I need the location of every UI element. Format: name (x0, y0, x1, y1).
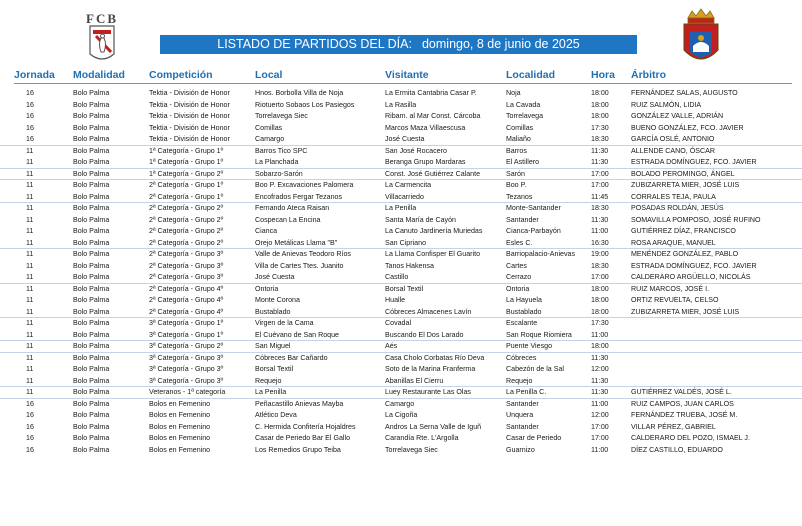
table-row (0, 284, 802, 296)
cell-arbitro: CALDERARO DEL POZO, ISMAEL J. (631, 434, 750, 442)
cell-localidad: Cartes (506, 261, 527, 270)
column-header-jornada: Jornada (14, 69, 55, 81)
cell-local: Comillas (255, 123, 283, 132)
table-row (0, 387, 802, 399)
cell-competicion: 3ª Categoría - Grupo 3º (149, 365, 224, 373)
cell-competicion: 2ª Categoría - Grupo 4º (149, 284, 224, 293)
cell-competicion: 2ª Categoría - Grupo 2º (149, 215, 224, 224)
cell-jornada: 11 (26, 169, 34, 178)
cell-local: Bustablado (255, 307, 291, 316)
table-row (0, 123, 802, 135)
table-row (0, 192, 802, 204)
cell-jornada: 11 (26, 238, 34, 247)
cell-competicion: 2ª Categoría - Grupo 2º (149, 204, 224, 212)
cell-local: Boo P. Excavaciones Palomera (255, 181, 354, 189)
title-bar (160, 35, 637, 54)
cell-hora: 11:30 (591, 353, 609, 362)
cell-jornada: 11 (26, 365, 34, 373)
cell-jornada: 11 (26, 319, 34, 327)
cell-modalidad: Bolo Palma (73, 399, 110, 408)
cell-jornada: 16 (26, 399, 34, 408)
cell-hora: 18:30 (591, 261, 609, 270)
cell-hora: 18:00 (591, 89, 609, 97)
cell-jornada: 11 (26, 296, 34, 304)
cell-jornada: 11 (26, 146, 34, 155)
cell-localidad: El Astillero (506, 158, 540, 166)
cell-localidad: Barros (506, 146, 527, 155)
cell-hora: 11:00 (591, 445, 609, 454)
cell-modalidad: Bolo Palma (73, 411, 110, 419)
cell-localidad: San Roque Riomiera (506, 330, 572, 339)
svg-text:FCB: FCB (86, 11, 118, 26)
cell-modalidad: Bolo Palma (73, 422, 110, 431)
cell-visitante: La Penilla (385, 204, 417, 212)
cell-localidad: Cóbreces (506, 353, 537, 362)
column-header-arbitro: Árbitro (631, 69, 666, 81)
cell-local: Cianca (255, 227, 278, 235)
cell-hora: 12:00 (591, 365, 609, 373)
cell-modalidad: Bolo Palma (73, 215, 110, 224)
cell-hora: 11:30 (591, 376, 609, 385)
cell-modalidad: Bolo Palma (73, 273, 110, 281)
cell-modalidad: Bolo Palma (73, 135, 110, 143)
cell-arbitro: MENÉNDEZ GONZÁLEZ, PABLO (631, 250, 739, 258)
cell-visitante: Cóbreces Almacenes Lavín (385, 307, 472, 316)
cell-visitante: Ribam. al Mar Const. Cárcoba (385, 112, 481, 120)
cell-modalidad: Bolo Palma (73, 204, 110, 212)
cell-localidad: Guarnizo (506, 445, 535, 454)
column-header-local: Local (255, 69, 283, 81)
table-row (0, 238, 802, 250)
cell-arbitro: GUTIÉRREZ DÍAZ, FRANCISCO (631, 227, 736, 235)
cell-hora: 18:00 (591, 100, 609, 109)
cell-arbitro: ZUBIZARRETA MIER, JOSÉ LUIS (631, 307, 740, 316)
cell-jornada: 11 (26, 342, 34, 350)
table-row (0, 410, 802, 422)
table-header (0, 69, 802, 82)
table-row (0, 376, 802, 388)
cell-jornada: 11 (26, 376, 34, 385)
cell-hora: 18:00 (591, 296, 609, 304)
table-row (0, 353, 802, 365)
cell-local: Sobarzo-Sarón (255, 169, 303, 178)
cell-jornada: 16 (26, 123, 34, 132)
cell-arbitro: CORRALES TEJA, PAULA (631, 192, 716, 201)
cell-hora: 17:30 (591, 319, 609, 327)
cell-visitante: Torrelavega Siec (385, 445, 438, 454)
cell-hora: 16:30 (591, 238, 609, 247)
cell-localidad: La Hayuela (506, 296, 542, 304)
cell-competicion: 2ª Categoría - Grupo 2º (149, 238, 224, 247)
cell-localidad: Maliaño (506, 135, 531, 143)
table-row (0, 157, 802, 169)
cell-arbitro: POSADAS ROLDÁN, JESÚS (631, 204, 724, 212)
cell-hora: 18:30 (591, 135, 609, 143)
cell-competicion: Bolos en Femenino (149, 445, 211, 454)
cell-competicion: Tektia - División de Honor (149, 112, 230, 120)
table-row (0, 134, 802, 146)
column-header-competicion: Competición (149, 69, 213, 81)
cell-jornada: 11 (26, 353, 34, 362)
cell-visitante: La Rasilla (385, 100, 417, 109)
cell-hora: 18:30 (591, 204, 609, 212)
cell-visitante: Aés (385, 342, 398, 350)
cell-jornada: 16 (26, 422, 34, 431)
column-header-visitante: Visitante (385, 69, 429, 81)
cell-local: La Planchada (255, 158, 299, 166)
table-row (0, 226, 802, 238)
cell-local: Camargo (255, 135, 285, 143)
cell-jornada: 16 (26, 411, 34, 419)
cell-modalidad: Bolo Palma (73, 365, 110, 373)
cell-arbitro: RUIZ MARCOS, JOSÉ I. (631, 284, 710, 293)
cell-competicion: 3ª Categoría - Grupo 1º (149, 330, 224, 339)
cell-localidad: Tezanos (506, 192, 533, 201)
cell-modalidad: Bolo Palma (73, 227, 110, 235)
cell-localidad: Ontoria (506, 284, 530, 293)
cell-competicion: 2ª Categoría - Grupo 3º (149, 250, 224, 258)
cell-visitante: Covadal (385, 319, 412, 327)
cell-modalidad: Bolo Palma (73, 146, 110, 155)
table-row (0, 364, 802, 376)
cell-localidad: Sarón (506, 169, 525, 178)
cell-localidad: Puente Viesgo (506, 342, 553, 350)
cell-jornada: 11 (26, 158, 34, 166)
cell-local: La Penilla (255, 388, 287, 396)
cell-local: Borsal Textil (255, 365, 294, 373)
table-row (0, 203, 802, 215)
table-row (0, 88, 802, 100)
cell-competicion: 1ª Categoría - Grupo 1º (149, 146, 224, 155)
cell-hora: 11:00 (591, 330, 609, 339)
cell-competicion: Veteranos - 1ª categoría (149, 388, 226, 396)
cell-competicion: 1ª Categoría - Grupo 1º (149, 158, 224, 166)
cell-visitante: Luey Restaurante Las Olas (385, 388, 471, 396)
table-row (0, 399, 802, 411)
cell-local: Hnos. Borbolla Villa de Noja (255, 89, 344, 97)
cell-visitante: José Cuesta (385, 135, 425, 143)
cell-hora: 11:00 (591, 227, 609, 235)
cell-jornada: 11 (26, 227, 34, 235)
column-header-hora: Hora (591, 69, 615, 81)
cell-arbitro: FERNÁNDEZ SALAS, AUGUSTO (631, 89, 738, 97)
cell-modalidad: Bolo Palma (73, 445, 110, 454)
column-header-localidad: Localidad (506, 69, 556, 81)
table-row (0, 295, 802, 307)
cell-jornada: 11 (26, 215, 34, 224)
cell-visitante: Marcos Maza Villaescusa (385, 123, 466, 132)
cell-local: Peñacastillo Anievas Mayba (255, 399, 344, 408)
cell-arbitro: FERNÁNDEZ TRUEBA, JOSÉ M. (631, 411, 738, 419)
cell-visitante: Abanillas El Cierru (385, 376, 444, 385)
page-date: domingo, 8 de junio de 2025 (421, 37, 580, 51)
cell-visitante: La Canuto Jardinería Muriedas (385, 227, 483, 235)
table-row (0, 330, 802, 342)
cell-modalidad: Bolo Palma (73, 158, 110, 166)
cell-arbitro: ESTRADA DOMÍNGUEZ, FCO. JAVIER (631, 261, 757, 270)
cell-jornada: 16 (26, 112, 34, 120)
cell-hora: 11:30 (591, 146, 609, 155)
cell-hora: 18:00 (591, 112, 609, 120)
cell-modalidad: Bolo Palma (73, 353, 110, 362)
cell-local: Casar de Periedo Bar El Gallo (255, 434, 351, 442)
cell-modalidad: Bolo Palma (73, 250, 110, 258)
cell-arbitro: GUTIÉRREZ VALDÉS, JOSÉ L. (631, 388, 732, 396)
table-row (0, 433, 802, 445)
table-row (0, 180, 802, 192)
cell-visitante: Castillo (385, 273, 409, 281)
cell-localidad: Escalante (506, 319, 538, 327)
cell-jornada: 16 (26, 135, 34, 143)
table-row (0, 341, 802, 353)
table-row (0, 261, 802, 273)
cell-modalidad: Bolo Palma (73, 388, 110, 396)
cell-modalidad: Bolo Palma (73, 376, 110, 385)
cell-arbitro: GONZÁLEZ VALLE, ADRIÁN (631, 112, 724, 120)
table-row (0, 100, 802, 112)
cell-arbitro: ESTRADA DOMÍNGUEZ, FCO. JAVIER (631, 158, 757, 166)
cell-jornada: 11 (26, 250, 34, 258)
cell-localidad: Barriopalacio-Anievas (506, 250, 576, 258)
cell-hora: 17:30 (591, 123, 609, 132)
cell-hora: 17:00 (591, 422, 609, 431)
cell-modalidad: Bolo Palma (73, 261, 110, 270)
cell-arbitro: RUIZ CAMPOS, JUAN CARLOS (631, 399, 734, 408)
cell-arbitro: VILLAR PÉREZ, GABRIEL (631, 422, 716, 431)
cell-competicion: 3ª Categoría - Grupo 3º (149, 376, 224, 385)
cell-modalidad: Bolo Palma (73, 434, 110, 442)
cell-visitante: La Cigoña (385, 411, 418, 419)
cell-hora: 17:00 (591, 273, 609, 281)
cell-arbitro: BOLADO PEROMINGO, ÁNGEL (631, 169, 735, 178)
table-row (0, 422, 802, 434)
cell-local: Ontoria (255, 284, 279, 293)
cell-modalidad: Bolo Palma (73, 330, 110, 339)
cell-local: Virgen de la Cama (255, 319, 314, 327)
table-row (0, 249, 802, 261)
table-row (0, 111, 802, 123)
cell-localidad: Requejo (506, 376, 533, 385)
cell-visitante: Const. José Gutiérrez Calante (385, 169, 481, 178)
cell-localidad: Bustablado (506, 307, 542, 316)
cell-local: Riotuerto Sobaos Los Pasiegos (255, 100, 355, 109)
cell-modalidad: Bolo Palma (73, 123, 110, 132)
cell-hora: 18:00 (591, 307, 609, 316)
cell-jornada: 11 (26, 181, 34, 189)
cell-visitante: Santa María de Cayón (385, 215, 456, 224)
cell-arbitro: ORTIZ REVUELTA, CELSO (631, 296, 719, 304)
cell-local: Cóbreces Bar Cañardo (255, 353, 328, 362)
cell-modalidad: Bolo Palma (73, 319, 110, 327)
cell-hora: 19:00 (591, 250, 609, 258)
cell-visitante: Hualle (385, 296, 406, 304)
cell-hora: 17:00 (591, 434, 609, 442)
cell-visitante: Soto de la Marina Franferma (385, 365, 476, 373)
cell-localidad: La Penilla C. (506, 388, 547, 396)
cell-jornada: 11 (26, 192, 34, 201)
cell-jornada: 16 (26, 89, 34, 97)
cell-competicion: 3ª Categoría - Grupo 3º (149, 353, 224, 362)
cell-localidad: Casar de Periedo (506, 434, 562, 442)
cell-visitante: Beranga Grupo Mardaras (385, 158, 466, 166)
cell-visitante: San José Rocacero (385, 146, 447, 155)
cell-arbitro: BUENO GONZÁLEZ, FCO. JAVIER (631, 123, 744, 132)
cell-competicion: Tektia - División de Honor (149, 135, 230, 143)
cell-jornada: 16 (26, 100, 34, 109)
cell-localidad: Torrelavega (506, 112, 544, 120)
cell-modalidad: Bolo Palma (73, 296, 110, 304)
cell-local: Orejo Metálicas Llama "B" (255, 238, 338, 247)
cell-modalidad: Bolo Palma (73, 307, 110, 316)
cell-arbitro: ZUBIZARRETA MIER, JOSÉ LUIS (631, 181, 740, 189)
cell-competicion: 1ª Categoría - Grupo 2º (149, 169, 224, 178)
cell-visitante: San Cipriano (385, 238, 427, 247)
cell-local: Atlético Deva (255, 411, 297, 419)
cell-jornada: 11 (26, 388, 34, 396)
table-row (0, 445, 802, 457)
cell-localidad: Comillas (506, 123, 534, 132)
cell-local: Cospecan La Encina (255, 215, 321, 224)
cell-competicion: 2ª Categoría - Grupo 4º (149, 307, 224, 316)
cell-local: José Cuesta (255, 273, 295, 281)
cell-local: Torrelavega Siec (255, 112, 308, 120)
page-title: LISTADO DE PARTIDOS DEL DÍA: (217, 37, 412, 51)
cell-hora: 12:00 (591, 411, 609, 419)
cell-arbitro: SOMAVILLA POMPOSO, JOSÉ RUFINO (631, 215, 761, 224)
cell-visitante: Casa Cholo Corbatas Río Deva (385, 353, 485, 362)
cell-visitante: Tanos Hakensa (385, 261, 434, 270)
cell-local: El Cuévano de San Roque (255, 330, 340, 339)
cell-modalidad: Bolo Palma (73, 192, 110, 201)
cell-hora: 11:00 (591, 399, 609, 408)
cell-jornada: 11 (26, 273, 34, 281)
cell-modalidad: Bolo Palma (73, 181, 110, 189)
coat-of-arms-icon (680, 8, 722, 70)
cell-localidad: Santander (506, 422, 539, 431)
cell-localidad: La Cavada (506, 100, 541, 109)
cell-localidad: Santander (506, 399, 539, 408)
cell-localidad: Monte-Santander (506, 204, 561, 212)
cell-modalidad: Bolo Palma (73, 100, 110, 109)
cell-local: Villa de Cartes Ttes. Juanito (255, 261, 344, 270)
cell-modalidad: Bolo Palma (73, 89, 110, 97)
cell-local: Fernando Ateca Raisan (255, 204, 330, 212)
cell-visitante: Andros La Serna Valle de Iguñ (385, 422, 482, 431)
cell-competicion: Tektia - División de Honor (149, 89, 230, 97)
cell-hora: 11:30 (591, 388, 609, 396)
cell-competicion: 3ª Categoría - Grupo 2º (149, 342, 224, 350)
cell-competicion: Bolos en Femenino (149, 434, 211, 442)
cell-visitante: La Carmencita (385, 181, 432, 189)
cell-hora: 11:30 (591, 215, 609, 224)
cell-modalidad: Bolo Palma (73, 284, 110, 293)
cell-competicion: 3ª Categoría - Grupo 1º (149, 319, 224, 327)
cell-hora: 18:00 (591, 342, 609, 350)
cell-jornada: 11 (26, 261, 34, 270)
cell-competicion: Tektia - División de Honor (149, 100, 230, 109)
matches-table (0, 88, 802, 456)
cell-modalidad: Bolo Palma (73, 169, 110, 178)
cell-local: Los Remedios Grupo Teiba (255, 445, 341, 454)
cell-jornada: 11 (26, 330, 34, 339)
cell-visitante: La Llama Confisper El Guarito (385, 250, 481, 258)
cell-competicion: 2ª Categoría - Grupo 1º (149, 192, 224, 201)
cell-hora: 18:00 (591, 284, 609, 293)
cell-competicion: Bolos en Femenino (149, 399, 211, 408)
cell-arbitro: GARCÍA OSLÉ, ANTONIO (631, 135, 715, 143)
cell-jornada: 11 (26, 307, 34, 316)
cell-modalidad: Bolo Palma (73, 238, 110, 247)
cell-hora: 11:45 (591, 192, 609, 201)
cell-localidad: Cianca-Parbayón (506, 227, 561, 235)
cell-local: Barros Tico SPC (255, 146, 308, 155)
cell-localidad: Boo P. (506, 181, 527, 189)
cell-arbitro: ROSA ARAQUE, MANUEL (631, 238, 716, 247)
cell-competicion: 2ª Categoría - Grupo 3º (149, 261, 224, 270)
fcb-logo (74, 10, 130, 66)
cell-local: Valle de Anievas Teodoro Ríos (255, 250, 351, 258)
cell-hora: 17:00 (591, 169, 609, 178)
cell-modalidad: Bolo Palma (73, 112, 110, 120)
cell-competicion: 2ª Categoría - Grupo 3º (149, 273, 224, 281)
table-row (0, 307, 802, 319)
cell-localidad: Noja (506, 89, 521, 97)
cell-arbitro: ALLENDE CANO, ÓSCAR (631, 146, 715, 155)
cell-competicion: 2ª Categoría - Grupo 4º (149, 296, 224, 304)
cell-hora: 17:00 (591, 181, 609, 189)
cell-localidad: Unquera (506, 411, 534, 419)
cell-arbitro: RUIZ SALMÓN, LIDIA (631, 100, 702, 109)
table-row (0, 318, 802, 330)
cell-competicion: Tektia - División de Honor (149, 123, 230, 132)
cell-competicion: 2ª Categoría - Grupo 1º (149, 181, 224, 189)
header-divider (14, 83, 792, 84)
cell-visitante: La Ermita Cantabria Casar P. (385, 89, 477, 97)
cell-localidad: Santander (506, 215, 539, 224)
cell-jornada: 11 (26, 204, 34, 212)
cell-local: Encofrados Fergar Tezanos (255, 192, 343, 201)
cell-local: C. Hermida Confitería Hojaldres (255, 422, 356, 431)
cell-localidad: Cerrazo (506, 273, 532, 281)
cell-visitante: Villacarriedo (385, 192, 424, 201)
cell-visitante: Carandía Rte. L'Argolla (385, 434, 459, 442)
cell-localidad: Esles C. (506, 238, 533, 247)
cell-jornada: 16 (26, 445, 34, 454)
cell-hora: 11:30 (591, 158, 609, 166)
cell-modalidad: Bolo Palma (73, 342, 110, 350)
cell-jornada: 16 (26, 434, 34, 442)
table-row (0, 215, 802, 227)
table-row (0, 169, 802, 181)
cell-arbitro: CALDERARO ARGÜELLO, NICOLÁS (631, 273, 751, 281)
table-row (0, 146, 802, 158)
cell-visitante: Borsal Textil (385, 284, 424, 293)
cell-visitante: Buscando El Dos Larado (385, 330, 464, 339)
cell-localidad: Cabezón de la Sal (506, 365, 564, 373)
cell-competicion: Bolos en Femenino (149, 422, 211, 431)
cell-visitante: Camargo (385, 399, 415, 408)
table-row (0, 272, 802, 284)
cell-jornada: 11 (26, 284, 34, 293)
cell-local: San Miguel (255, 342, 291, 350)
cell-competicion: Bolos en Femenino (149, 411, 211, 419)
cell-local: Requejo (255, 376, 282, 385)
column-header-modalidad: Modalidad (73, 69, 125, 81)
cell-arbitro: DÍEZ CASTILLO, EDUARDO (631, 445, 723, 454)
cell-competicion: 2ª Categoría - Grupo 2º (149, 227, 224, 235)
cell-local: Monte Corona (255, 296, 300, 304)
